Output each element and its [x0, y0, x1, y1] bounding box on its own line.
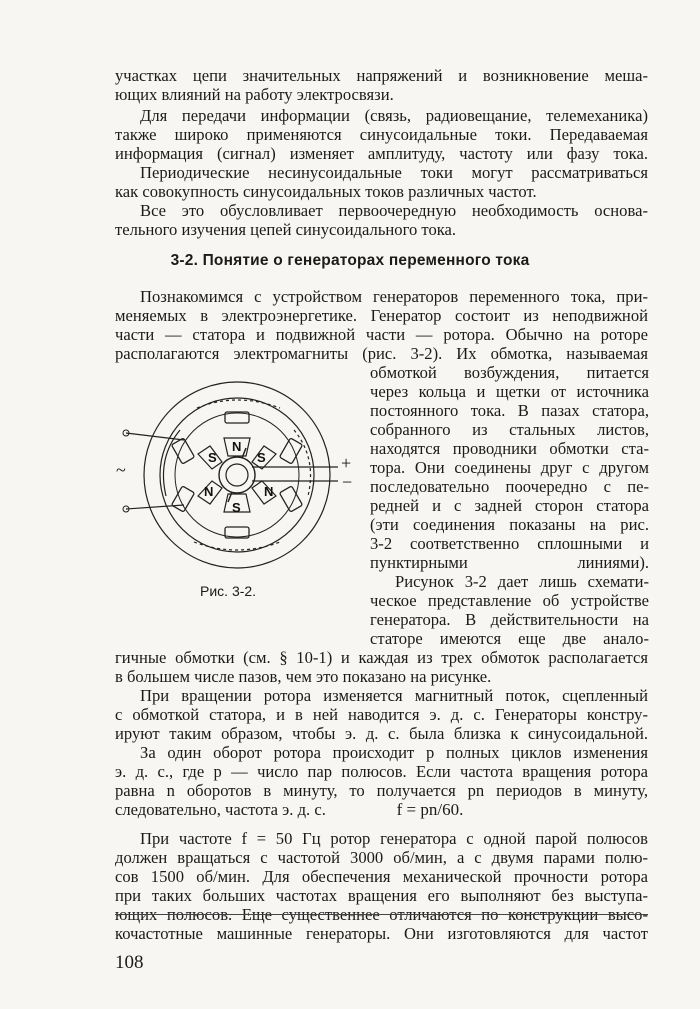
ac-symbol: ~: [116, 460, 126, 480]
text-line: участках цепи значительных напряжений и возникновение меша-: [115, 66, 648, 85]
text-line: должен вращаться с частотой 3000 об/мин, а с двумя парами полю-: [115, 848, 648, 867]
text-line: находятся проводники обмотки ста-: [370, 439, 649, 458]
paragraph-start: За один оборот ротора происходит p полных циклов изменения: [140, 743, 648, 762]
text-line: следовательно, частота э. д. с.: [115, 800, 326, 819]
stator-inner-ring: [160, 398, 314, 552]
text-line: части — статора и подвижной части — ротора. Обычно на роторе: [115, 325, 648, 344]
paragraph-start: Для передачи информации (связь, радиовещание, телемеханика): [140, 106, 648, 125]
pole-label: N: [264, 484, 274, 499]
text-line: меняемых в электроэнергетике. Генератор состоит из неподвижной: [115, 306, 648, 325]
text-line: ющих влияний на работу электросвязи.: [115, 85, 394, 104]
paragraph-start: Познакомимся с устройством генераторов переменного тока, при-: [140, 287, 648, 306]
paragraph-start: При вращении ротора изменяется магнитный поток, сцепленный: [140, 686, 648, 705]
stator-outer-ring: [144, 382, 330, 568]
text-line: ируют таким образом, чтобы э. д. с. была близка к синусоидальной.: [115, 724, 648, 743]
text-line: последовательно поочередно с пе-: [370, 477, 649, 496]
text-line: с обмоткой статора, и в ней наводится э. д. с. Генераторы констру-: [115, 705, 648, 724]
rear-connection: [194, 542, 280, 550]
generator-diagram: [112, 378, 362, 573]
text-line: тора. Они соединены друг с другом: [370, 458, 649, 477]
winding-ring: [175, 413, 299, 537]
text-line: информация (сигнал) изменяет амплитуду, частоту или фазу тока.: [115, 144, 648, 163]
slip-ring-outer: [219, 457, 255, 493]
dc-plus: +: [341, 453, 352, 473]
text-line: при таких больших частотах вращения его выполняют без выступа-: [115, 886, 648, 905]
text-line: э. д. с., где p — число пар полюсов. Если частота вращения ротора: [115, 762, 648, 781]
paragraph-start: Все это обусловливает первоочередную необходимость основа-: [140, 201, 648, 220]
pole-label: N: [204, 484, 214, 499]
text-line: сов 1500 об/мин. Для обеспечения механической прочности ротора: [115, 867, 648, 886]
formula: f = pn/60.: [396, 800, 464, 819]
text-line: как совокупность синусоидальных токов различных частот.: [115, 182, 537, 201]
text-line: располагаются электромагниты (рис. 3-2). Их обмотка, называемая: [115, 344, 648, 363]
paragraph-start: Рисунок 3-2 дает лишь схемати-: [395, 572, 649, 591]
text-line: обмоткой возбуждения, питается: [370, 363, 649, 382]
text-line: статоре имеются еще две анало-: [370, 629, 649, 648]
figure-caption: Рис. 3-2.: [200, 583, 257, 599]
generator-figure: [112, 378, 362, 573]
pole-label: S: [208, 450, 217, 465]
page-number: 108: [115, 952, 144, 973]
text-line: 3-2 соответственно сплошными и: [370, 534, 649, 553]
slip-ring-inner: [226, 464, 248, 486]
text-line: пунктирными линиями).: [370, 553, 649, 572]
text-line: гичные обмотки (см. § 10-1) и каждая из трех обмоток располагается: [115, 648, 648, 667]
dc-minus: −: [342, 472, 353, 492]
text-line: в большем числе пазов, чем это показано на рисунке.: [115, 667, 492, 686]
text-line: постоянного тока. В пазах статора,: [370, 401, 649, 420]
section-heading: 3-2. Понятие о генераторах переменного тока: [170, 252, 530, 269]
pole-label: S: [232, 500, 241, 515]
paragraph-start: Периодические несинусоидальные токи могут рассматриваться: [140, 163, 648, 182]
rear-connection: [197, 400, 280, 408]
text-line: генератора. В действительности на: [370, 610, 649, 629]
text-line: тельного изучения цепей синусоидального тока.: [115, 220, 457, 239]
text-line: (эти соединения показаны на рис.: [370, 515, 649, 534]
rear-connection: [294, 430, 311, 496]
paragraph-start: При частоте f = 50 Гц ротор генератора с одной парой полюсов: [140, 829, 648, 848]
text-line: редней и с задней сторон статора: [370, 496, 649, 515]
text-line: собранного из стальных листов,: [370, 420, 649, 439]
stator-slots: [171, 412, 302, 538]
text-line: кочастотные машинные генераторы. Они изготовляются для частот: [115, 924, 648, 943]
text-line: через кольца и щетки от источника: [370, 382, 649, 401]
pole-label: N: [232, 439, 242, 454]
text-line: ющих полюсов. Еще существеннее отличаются по конструкции высо-: [115, 905, 648, 924]
text-line: равна n оборотов в минуту, то получается pn периодов в минуту,: [115, 781, 648, 800]
text-line: ческое представление об устройстве: [370, 591, 649, 610]
text-line: также широко применяются синусоидальные токи. Передаваемая: [115, 125, 648, 144]
pole-label: S: [257, 450, 266, 465]
